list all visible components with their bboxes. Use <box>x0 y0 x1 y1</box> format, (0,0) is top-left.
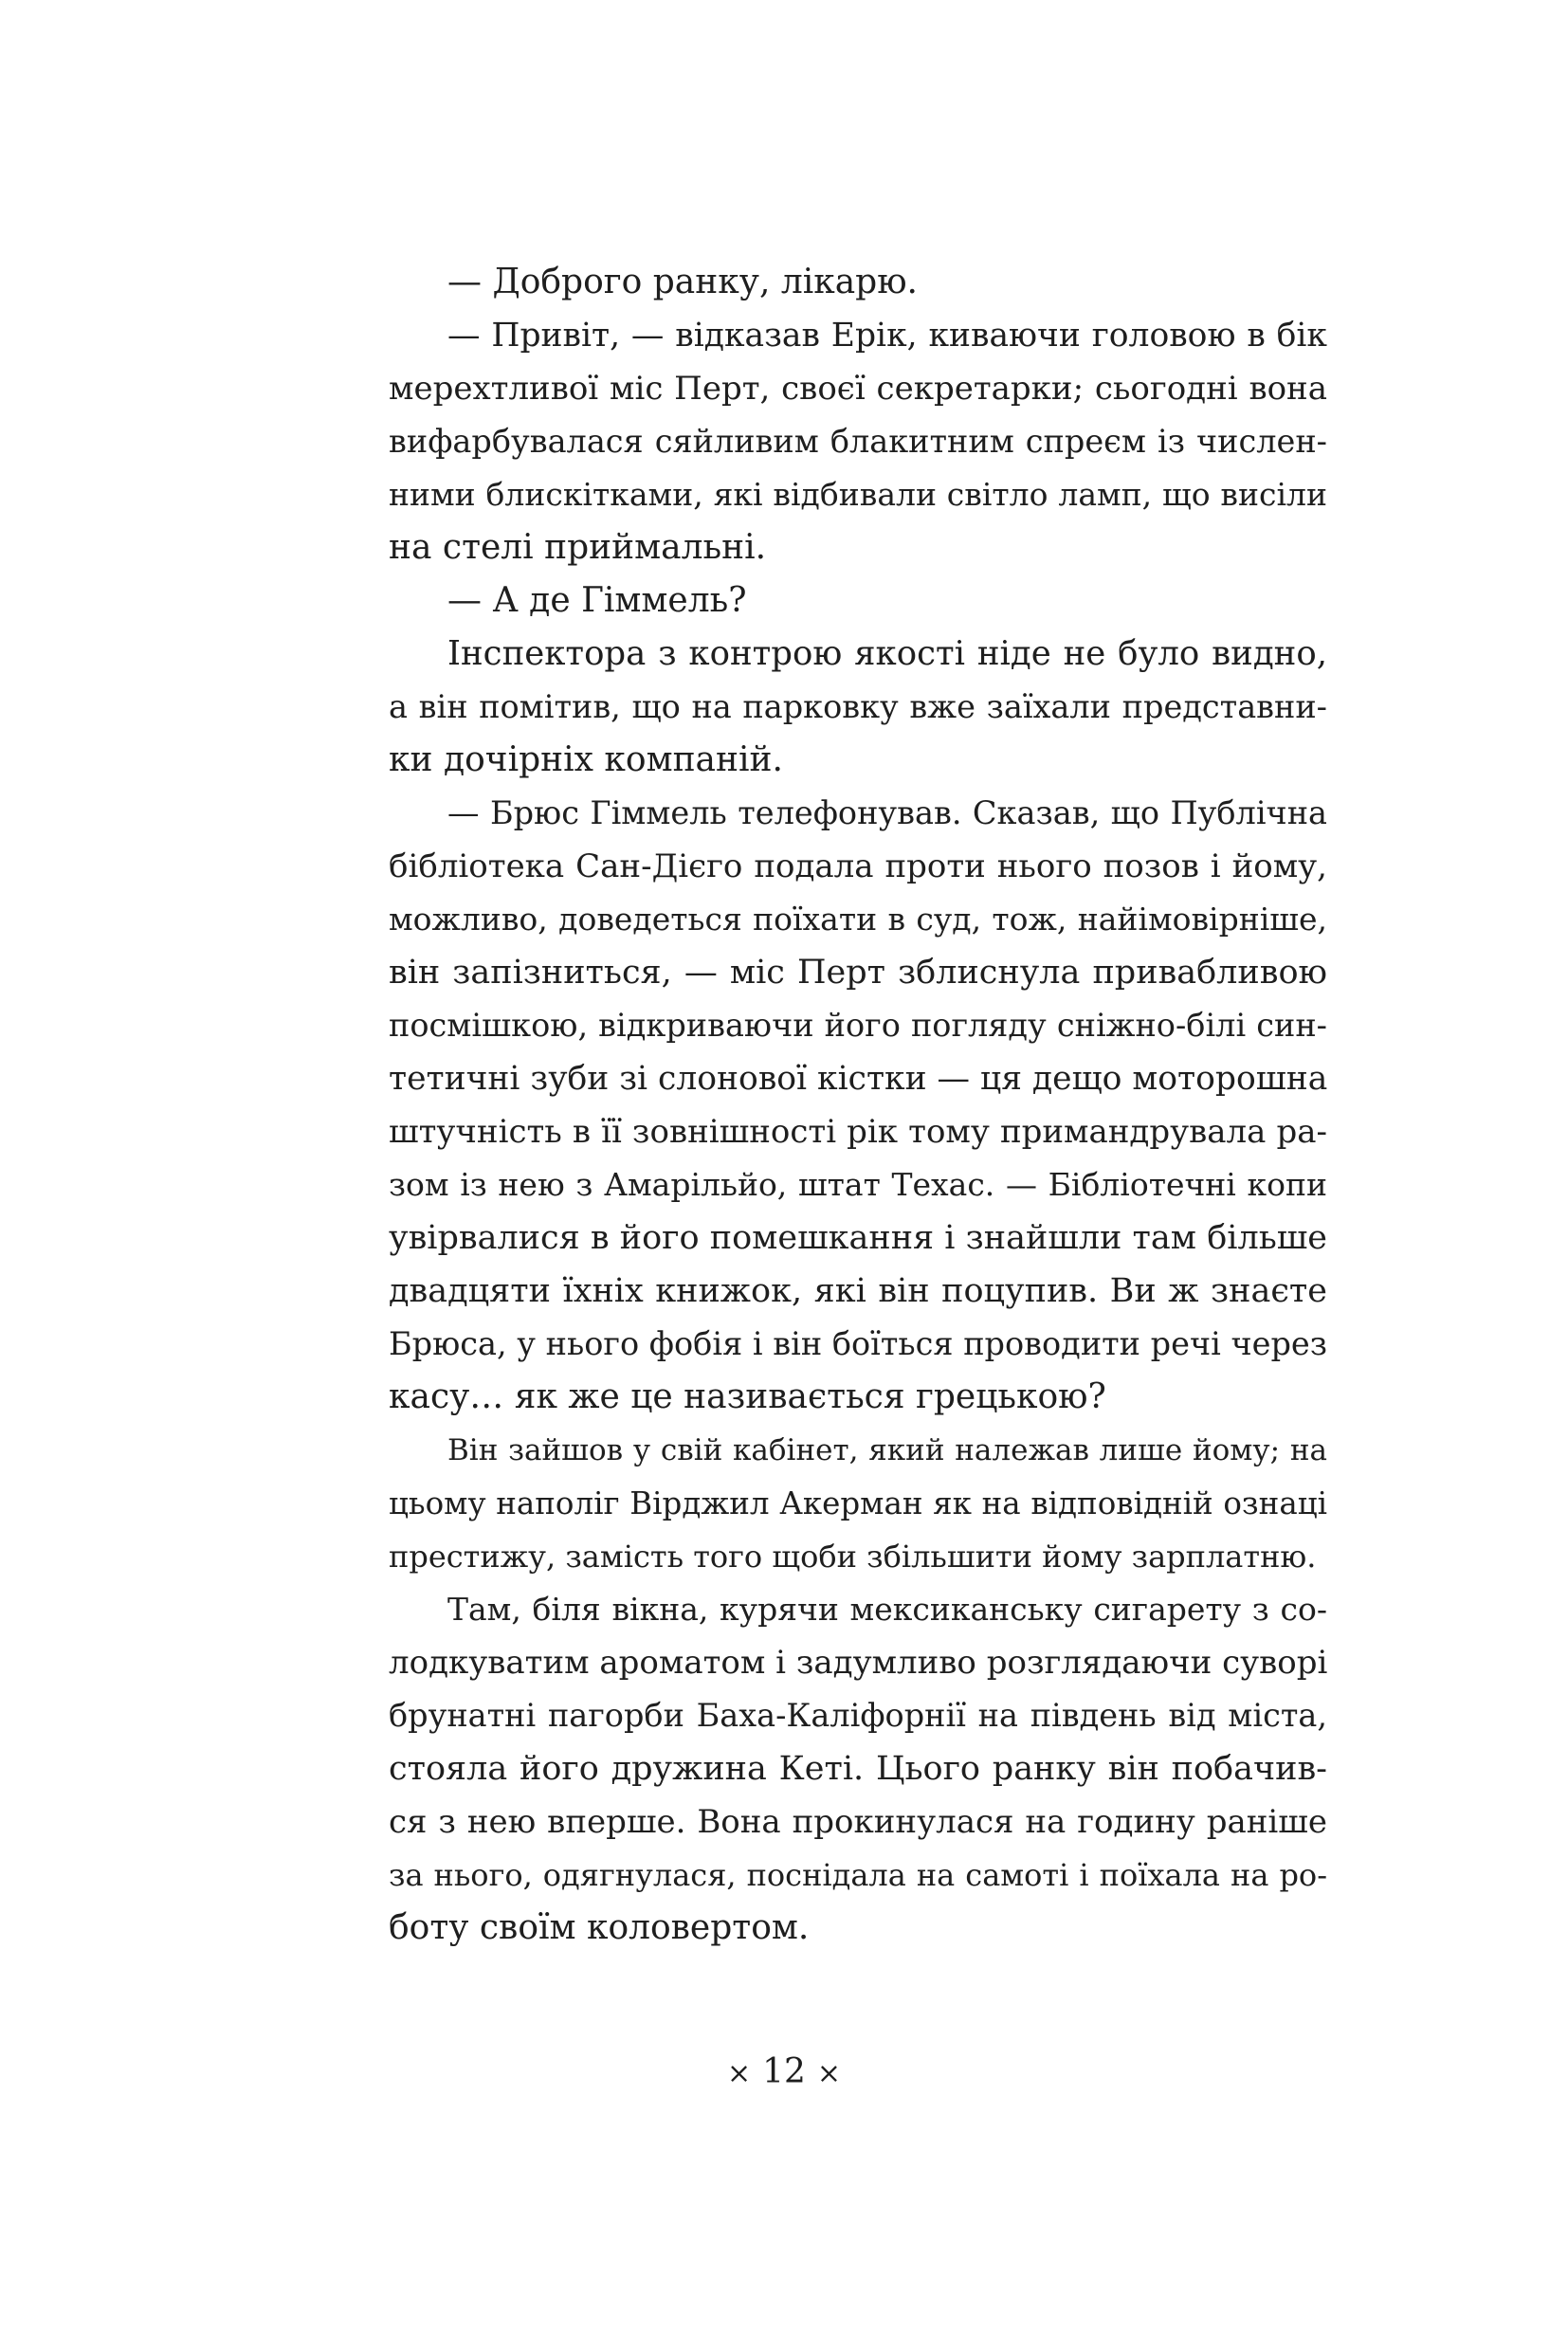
text-line: престижу, замість того щоби збільшити йому зарплатню. <box>389 1539 1317 1575</box>
text-line: можливо, доведеться поїхати в суд, тож, найімовірніше, <box>389 901 1327 938</box>
page-number-ornament-left: × <box>726 2057 752 2090</box>
text-line: — Привіт, — відказав Ерік, киваючи головою в бік <box>447 317 1327 355</box>
text-line: мерехтливої міс Перт, своєї секретарки; сьогодні вона <box>389 370 1327 408</box>
text-line: лодкуватим ароматом і задумливо розглядаючи суворі <box>389 1644 1328 1682</box>
text-line: а він помітив, що на парковку вже заїхали представни- <box>389 688 1327 725</box>
text-line: штучність в її зовнішності рік тому примандрувала ра- <box>389 1113 1327 1151</box>
text-line: за нього, одягнулася, поснідала на самоті і поїхала на ро- <box>389 1857 1327 1893</box>
text-line: Інспектора з контрою якості ніде не було видно, <box>447 634 1327 673</box>
text-line: двадцяти їхніх книжок, які він поцупив. Ви ж знаєте <box>389 1272 1327 1310</box>
text-line: — А де Гіммель? <box>447 581 747 620</box>
text-line: вифарбувалася сяйливим блакитним спреєм із числен- <box>389 423 1327 460</box>
text-line: ними блискітками, які відбивали світло ламп, що висіли <box>389 476 1327 513</box>
text-line: він запізниться, — міс Перт зблиснула привабливою <box>389 954 1327 992</box>
text-line: стояла його дружина Кеті. Цього ранку він побачив- <box>389 1750 1327 1788</box>
text-line: — Доброго ранку, лікарю. <box>447 263 919 301</box>
text-line: касу… як же це називається грецькою? <box>389 1377 1106 1416</box>
text-line: ся з нею вперше. Вона прокинулася на годину раніше <box>389 1803 1327 1841</box>
text-line: на стелі приймальні. <box>389 528 767 567</box>
text-line: зом із нею з Амарільйо, штат Техас. — Бібліотечні копи <box>389 1166 1327 1203</box>
page-number <box>0 2049 1568 2097</box>
text-line: посмішкою, відкриваючи його погляду сніжно-білі син- <box>389 1007 1327 1044</box>
text-line: — Брюс Гіммель телефонував. Сказав, що Публічна <box>447 794 1327 831</box>
page-number-ornament-right: × <box>816 2057 842 2090</box>
text-line: бібліотека Сан-Дієго подала проти нього позов і йому, <box>389 847 1327 885</box>
text-line: ки дочірніх компаній. <box>389 740 783 779</box>
text-line: Там, біля вікна, курячи мексиканську сигарету з со- <box>447 1591 1327 1628</box>
text-line: цьому наполіг Вірджил Акерман як на відповідній ознаці <box>389 1485 1327 1521</box>
text-line: Брюса, у нього фобія і він боїться проводити речі через <box>389 1325 1327 1362</box>
text-line: Він зайшов у свій кабінет, який належав лише йому; на <box>447 1433 1327 1467</box>
text-line: увірвалися в його помешкання і знайшли там більше <box>389 1219 1327 1257</box>
text-line: брунатні пагорби Баха-Каліфорнії на південь від міста, <box>389 1697 1327 1734</box>
page-number-value: 12 <box>762 2052 806 2091</box>
text-line: боту своїм коловертом. <box>389 1908 810 1947</box>
text-line: тетичні зуби зі слонової кістки — ця дещо моторошна <box>389 1060 1328 1098</box>
